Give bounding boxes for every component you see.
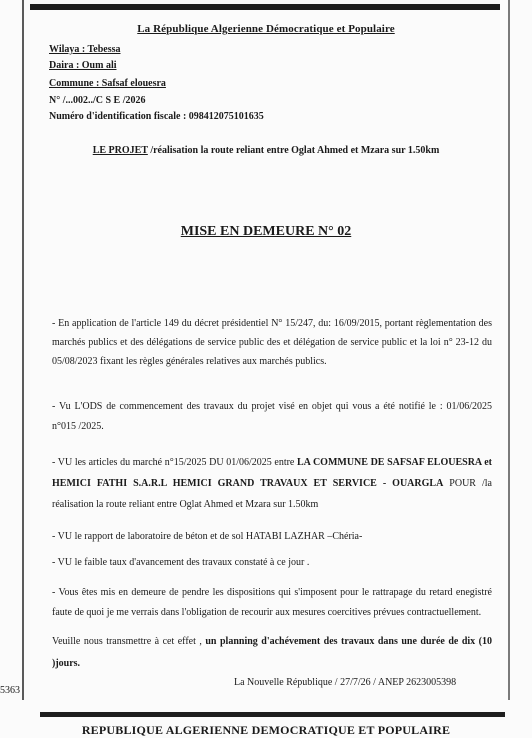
next-notice-heading: REPUBLIQUE ALGERIENNE DEMOCRATIQUE ET POPULAIRE <box>81 723 451 737</box>
paragraph-laboratoire: - VU le rapport de laboratoire de béton et de sol HATABI LAZHAR –Chéria- <box>52 531 363 542</box>
document-title: MISE EN DEMEURE N° 02 <box>180 224 352 239</box>
publication-source: La Nouvelle République / 27/7/26 / ANEP 2623005398 <box>234 677 457 688</box>
project-label: LE PROJET <box>92 145 148 156</box>
paragraph-marche: - VU les articles du marché n°15/2025 DU 01/06/2025 entre LA COMMUNE DE SAFSAF ELOUESRA et HEMICI FATHI S.A.R.L HEMICI GRAND TRAVAUX ET SERVICE - OUARGLA POUR /la réalisation la route reliant entre Oglat Ahmed et Mzara sur 1.50km <box>52 457 492 510</box>
project-line <box>0 145 532 156</box>
paragraph-ods: - Vu L'ODS de commencement des travaux du projet visé en objet qui vous a été notifié le : 01/06/2025 n°015 /2025. <box>52 401 492 432</box>
bottom-border-bar <box>40 712 505 717</box>
republic-heading: La République Algerienne Démocratique et Populaire <box>137 23 395 35</box>
paragraph-mise-en-demeure: - Vous êtes mis en demeure de pendre les dispositions qui s'imposent pour le rattrapage du retard enegistré faute de quoi je me verrais dans l'obligation de recourir aux mesures coercitives prévues contractuellement. <box>52 587 492 618</box>
project-text: /réalisation la route reliant entre Oglat Ahmed et Mzara sur 1.50km <box>147 145 440 156</box>
commune-line: Commune : Safsaf elouesra <box>49 78 166 89</box>
wilaya-line: Wilaya : Tebessa <box>49 44 121 55</box>
paragraph-planning: Veuille nous transmettre à cet effet , un planning d'achévement des travaux dans une durée de dix (10 )jours. <box>52 636 492 669</box>
left-margin-number: 5363 <box>0 685 20 696</box>
fiscal-id: Numéro d'identification fiscale : 098412075101635 <box>49 111 264 122</box>
paragraph-avancement: - VU le faible taux d'avancement des travaux constaté à ce jour . <box>52 557 310 568</box>
daira-line: Daira : Oum ali <box>49 60 117 71</box>
right-column-rule <box>508 0 510 700</box>
top-border-bar <box>30 4 500 10</box>
planning-request: un planning d'achévement des travaux dans une durée de dix (10 )jours. <box>52 636 492 669</box>
reference-number: N° /...002../C S E /2026 <box>49 95 146 106</box>
paragraph-article-149: - En application de l'article 149 du décret présidentiel N° 15/247, du: 16/09/2015, portant règlementation des marchés publics et des délégations de service public des et délégation de service public et la loi n° 23-12 du 05/08/2023 fixant les règles générales relatives aux marchés publics. <box>52 318 492 367</box>
contract-parties: LA COMMUNE DE SAFSAF ELOUESRA et HEMICI FATHI S.A.R.L HEMICI GRAND TRAVAUX ET SERVICE - OUARGLA <box>52 457 492 489</box>
left-column-rule <box>22 0 24 700</box>
